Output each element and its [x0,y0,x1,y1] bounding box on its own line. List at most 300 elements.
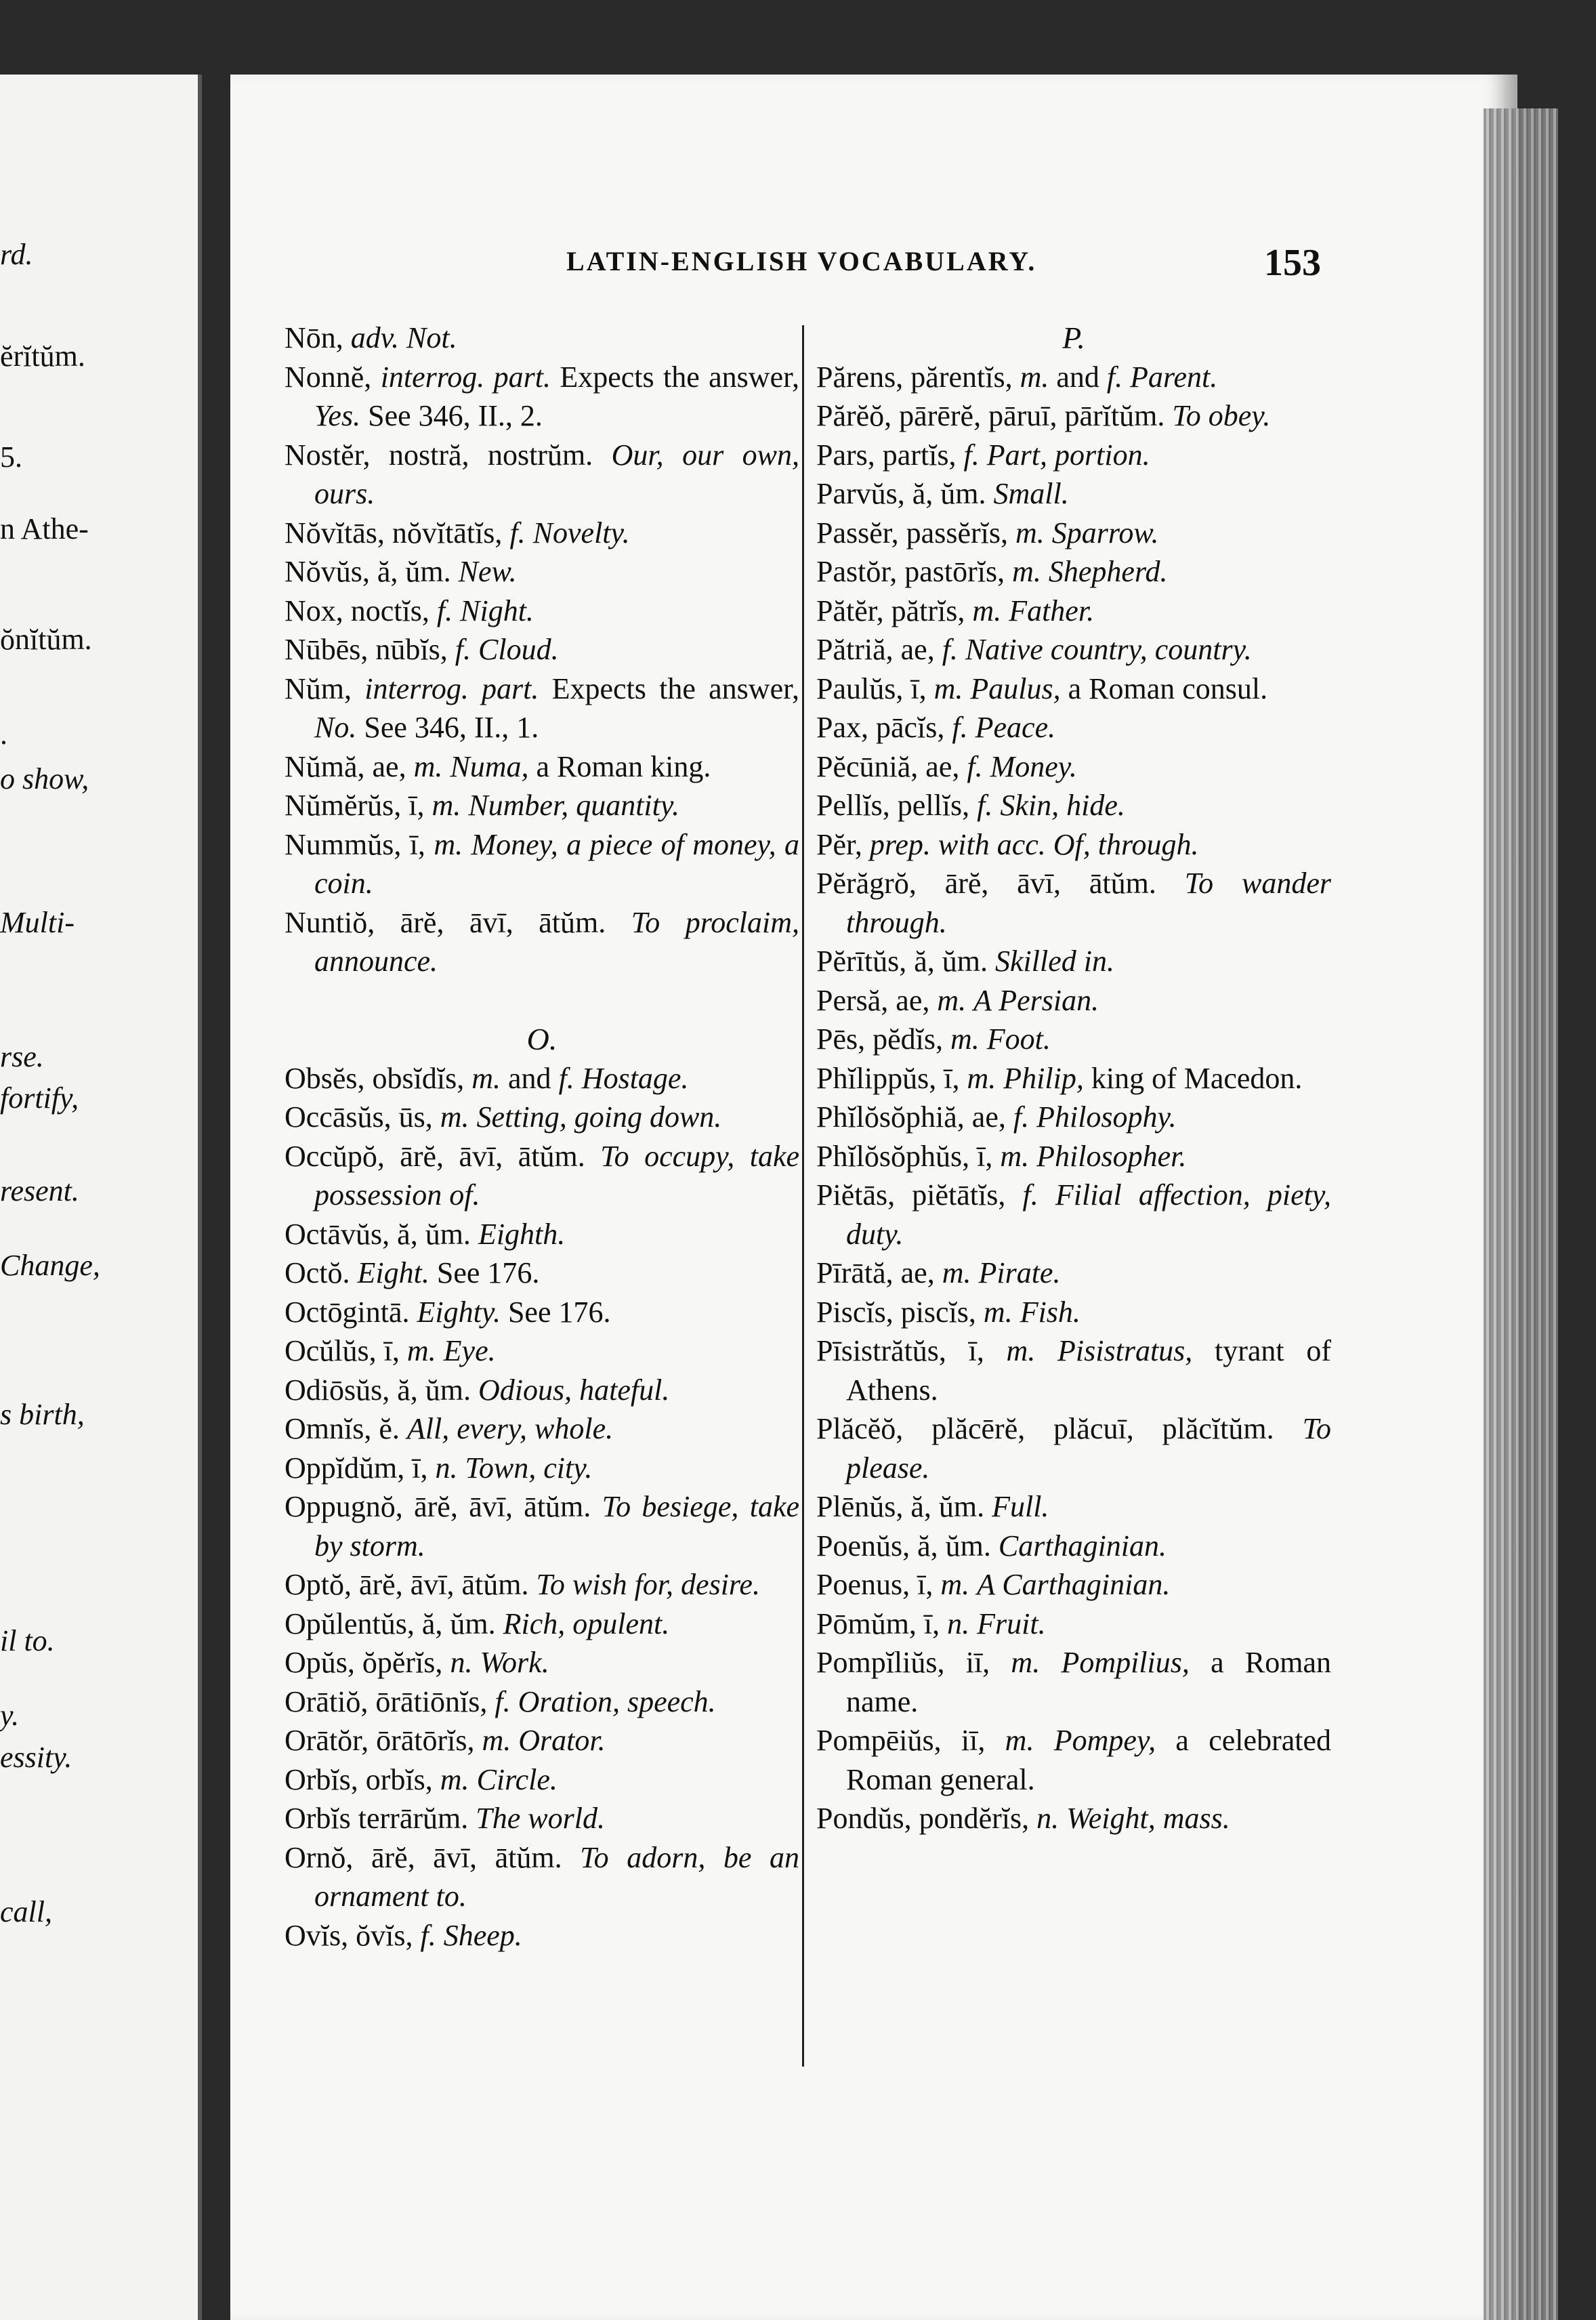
vocabulary-entry [816,1487,1331,1527]
headword: Nūbēs, nūbĭs, [285,633,455,666]
grammar-label: m. [942,1256,971,1289]
grammar-label: m. [406,1334,436,1367]
facing-page-text: Multi- [0,905,75,939]
headword: Parvŭs, ă, ŭm. [816,477,986,510]
grammar-label: m. [972,594,1002,627]
vocabulary-entry [285,1293,799,1332]
vocabulary-entry [285,552,799,592]
headword: Pătĕr, pătrĭs, [816,594,973,627]
grammar-label: f. [455,633,471,666]
separator [399,321,406,354]
separator [468,1802,476,1835]
separator [350,1256,358,1289]
facing-page-text: resent. [0,1174,79,1207]
vocabulary-entry [285,1059,799,1098]
headword: Oppugnŏ, ārĕ, āvī, ātŭm. [285,1490,591,1523]
vocabulary-entry [285,1409,799,1449]
note: a celebrated Roman general. [846,1724,1331,1796]
section-letter: P. [1062,320,1085,355]
separator [1059,1802,1066,1835]
meaning: Our, our own, ours. [314,438,800,510]
grammar-label: m. [471,1061,501,1095]
headword: Phĭlippŭs, ī, [816,1061,967,1095]
headword: Nōn, [285,321,351,354]
separator [496,1607,503,1640]
headword: Pellĭs, pellĭs, [816,789,978,822]
meaning: Foot. [986,1022,1051,1056]
vocabulary-entry [285,1643,799,1682]
headword: Pax, pācĭs, [816,711,952,744]
meaning: Orator. [518,1724,606,1757]
meaning: Philosophy. [1036,1100,1177,1134]
separator [968,711,975,744]
facing-page-fragment [0,75,202,2320]
meaning: To please. [846,1412,1331,1485]
meaning: All, every, whole. [406,1412,614,1445]
meaning: No. [314,711,357,744]
vocabulary-entry [285,630,799,669]
meaning: Rich, opulent. [503,1607,670,1640]
separator: and [501,1061,559,1095]
headword: Nostĕr, nostră, nostrŭm. [285,438,593,472]
separator [400,1412,407,1445]
meaning: A Carthaginian. [977,1568,1171,1601]
separator [986,477,994,510]
separator [463,828,471,861]
separator [980,1022,987,1056]
separator [1041,555,1049,588]
headword: Persă, ae, [816,983,938,1017]
meaning: Philip, [1003,1061,1084,1095]
vocabulary-entry [285,1838,799,1916]
separator [551,360,560,394]
grammar-label: f. [1022,1178,1038,1211]
grammar-label: m. [950,1022,980,1056]
separator [1001,594,1009,627]
headword: Orātiŏ, ōrātiōnĭs, [285,1684,495,1718]
grammar-label: f. [942,633,958,666]
headword: Obsĕs, obsĭdĭs, [285,1061,472,1095]
headword: Odiōsŭs, ă, ŭm. [285,1373,471,1407]
separator [991,1529,999,1562]
vocabulary-entry [285,1331,799,1371]
headword: Părĕŏ, pārērĕ, pāruī, pārĭtŭm. [816,399,1165,432]
headword: Nŏvŭs, ă, ŭm. [285,555,451,588]
note: a Roman consul. [1060,671,1268,705]
vocabulary-entry [816,1059,1331,1098]
grammar-label: m. [1000,1139,1030,1173]
vocabulary-entry [816,1527,1331,1566]
meaning: To occupy, take possession of. [314,1139,800,1211]
note: a Roman name. [846,1646,1331,1718]
headword: Nuntiŏ, ārĕ, āvī, ātŭm. [285,905,606,939]
vocabulary-entry [285,1098,799,1137]
grammar-label: m. [1006,1334,1036,1367]
headword: Nonnĕ, [285,360,381,394]
vocabulary-entry [285,318,799,358]
headword: Orbĭs terrārŭm. [285,1802,469,1835]
grammar-label: n. [435,1451,458,1485]
grammar-label: f. [977,789,993,822]
separator [471,1373,478,1407]
headword: Paulŭs, ī, [816,671,934,705]
separator [1045,516,1052,550]
headword: Pompĭliŭs, iī, [816,1646,1011,1679]
grammar-label: m. [1011,1646,1041,1679]
facing-page-text: rd. [0,238,33,271]
facing-page-text: o show, [0,762,89,796]
vocabulary-entry [816,1331,1331,1409]
vocabulary-entry [816,1409,1331,1487]
meaning: Shepherd. [1048,555,1168,588]
meaning: Sparrow. [1051,516,1159,550]
note: Expects the answer, [560,360,799,394]
vocabulary-column-right [816,318,1331,1838]
facing-page-text: rse. [0,1039,44,1073]
headword: Plēnŭs, ă, ŭm. [816,1490,985,1523]
separator [436,1919,444,1952]
vocabulary-entry [816,786,1331,825]
vocabulary-entry [285,825,799,903]
grammar-label: f. [558,1061,574,1095]
separator [1029,1140,1036,1173]
headword: Pătriă, ae, [816,633,942,666]
grammar-label: f. [952,711,968,744]
vocabulary-entry [816,1254,1331,1293]
meaning: Numa, [450,749,529,783]
vocabulary-entry [285,1760,799,1800]
headword: Pĕrītŭs, ă, ŭm. [816,945,988,978]
headword: Pĕr, [816,827,870,861]
vocabulary-entry [816,981,1331,1020]
separator [983,750,990,783]
meaning: Circle. [476,1762,558,1796]
grammar-label: prep. with acc. [869,827,1046,861]
separator [1013,1296,1020,1329]
vocabulary-entry [285,1371,799,1410]
headword: Nŏvĭtās, nŏvĭtātĭs, [285,516,510,550]
grammar-label: f. [967,749,983,783]
meaning: Novelty. [532,516,630,550]
meaning: Eighty. [417,1295,501,1329]
separator [996,1062,1003,1095]
headword: Nummŭs, ī, [285,827,434,861]
meaning: Paulus, [970,671,1061,705]
grammar-label: m. [440,1762,469,1796]
meaning: Eight. [357,1256,429,1289]
headword: Opŭlentŭs, ă, ŭm. [285,1607,496,1640]
separator [442,750,450,783]
vocabulary-entry [285,1604,799,1644]
vocabulary-entry [816,825,1331,865]
separator [562,1841,581,1874]
meaning: A Persian. [973,983,1099,1017]
vocabulary-entry [816,630,1331,669]
separator [471,1218,478,1251]
vocabulary-entry [816,1604,1331,1644]
separator [469,1100,477,1134]
vocabulary-entry [816,942,1331,981]
vocabulary-entry [816,1293,1331,1332]
meaning: Money. [990,749,1077,783]
vocabulary-entry [816,747,1331,787]
separator [1040,1646,1061,1679]
meaning: Small. [993,477,1069,510]
separator [980,438,987,472]
facing-page-text: . [0,718,7,751]
separator [457,1451,465,1485]
grammar-label: m. [937,983,967,1017]
facing-page-text: n Athe- [0,512,89,545]
grammar-label: n. [450,1646,473,1679]
vocabulary-entry [816,1643,1331,1721]
vocabulary-entry [285,1449,799,1488]
grammar-label: m. [440,1100,469,1134]
facing-page-text: call, [0,1895,52,1929]
page-number: 153 [1264,242,1321,284]
note: See 346, II., 1. [356,711,539,744]
headword: Pars, partĭs, [816,438,964,472]
meaning: Eye. [443,1334,496,1367]
headword: Optŏ, ārĕ, āvī, ātŭm. [285,1568,529,1601]
page-edge [1484,108,1558,2320]
headword: Octōgintā. [285,1295,410,1329]
facing-page-text: essity. [0,1740,72,1774]
headword: Nŭmă, ae, [285,749,414,783]
grammar-label: f. [1013,1100,1030,1134]
meaning: Not. [406,321,457,354]
vocabulary-entry [816,1020,1331,1059]
grammar-label: m. [1015,516,1045,550]
note: tyrant of Athens. [846,1334,1331,1407]
separator [511,1724,518,1757]
vocabulary-entry [816,1176,1331,1254]
grammar-label: n. [947,1607,970,1640]
separator [969,1607,977,1640]
meaning: New. [458,555,517,588]
facing-page-text: fortify, [0,1081,79,1115]
separator [1029,1100,1036,1134]
facing-page-text: il to. [0,1624,55,1657]
note: See 346, II., 2. [360,399,543,432]
meaning: Work. [480,1646,549,1679]
facing-page-text: ĕrĭtŭm. [0,339,85,373]
grammar-label: m. [434,827,463,861]
grammar-label: m. [933,671,963,705]
meaning: Setting, going down. [476,1100,722,1134]
headword: Orbĭs, orbĭs, [285,1762,440,1796]
meaning: Town, city. [465,1451,593,1485]
meaning: Cloud. [478,633,559,666]
grammar-label: f. [436,594,453,627]
headword: Părens, părentĭs, [816,360,1020,394]
vocabulary-entry [816,669,1331,709]
meaning: Hostage. [574,1061,689,1095]
meaning: Pompey, [1053,1724,1156,1757]
headword: Phĭlŏsŏphiă, ae, [816,1100,1013,1134]
grammar-label: f. [1106,360,1123,394]
meaning: Eighth. [478,1217,566,1251]
headword: Ornŏ, ārĕ, āvī, ātŭm. [285,1840,562,1874]
meaning: To wander through. [846,867,1332,939]
meaning: Full. [992,1490,1049,1523]
headword: Passĕr, passĕrĭs, [816,516,1015,550]
grammar-label: adv. [350,321,400,354]
meaning: Part, portion. [986,438,1150,472]
headword: Opŭs, ŏpĕrĭs, [285,1646,450,1679]
vocabulary-entry [816,1098,1331,1137]
separator [469,1763,477,1796]
meaning: Of, through. [1053,827,1199,861]
meaning: Skin, hide. [1000,789,1125,822]
vocabulary-entry [285,1137,799,1215]
headword: Occŭpŏ, ārĕ, āvī, ātŭm. [285,1139,585,1173]
grammar-label: m. [983,1295,1013,1329]
separator [539,672,551,705]
vocabulary-entry [285,1916,799,1955]
separator [591,1490,602,1523]
vocabulary-entry [285,1799,799,1838]
meaning: To besiege, take by storm. [314,1490,799,1562]
grammar-label: f. [495,1684,511,1718]
separator [1038,1178,1055,1211]
separator [606,906,631,939]
meaning: The world. [476,1802,605,1835]
facing-page-text: Change, [0,1248,100,1282]
vocabulary-entry [285,669,799,747]
meaning: Number, quantity. [468,789,679,822]
meaning: Night. [460,594,534,627]
meaning: Weight, mass. [1066,1802,1230,1835]
vocabulary-entry [285,1565,799,1604]
meaning: Odious, hateful. [478,1373,670,1407]
meaning: To wish for, desire. [536,1568,760,1601]
grammar-label: n. [1036,1802,1059,1835]
grammar-label: m. [940,1568,970,1601]
vocabulary-entry [285,747,799,787]
facing-page-text: s birth, [0,1397,85,1431]
separator [472,1646,480,1679]
headword: Piĕtās, piĕtātĭs, [816,1178,1023,1211]
headword: Pĕcūniă, ae, [816,749,967,783]
grammar-label: f. [963,438,980,472]
meaning: Filial affection, piety, duty. [846,1178,1332,1251]
vocabulary-entry [816,358,1331,397]
meaning: Pisistratus, [1057,1334,1193,1367]
headword: Omnĭs, ĕ. [285,1412,400,1445]
note: See 176. [500,1295,611,1329]
separator [526,516,533,550]
separator [1164,399,1172,432]
vocabulary-entry [285,786,799,825]
grammar-label: m. [1020,360,1049,394]
separator [453,594,460,627]
grammar-label: m. [432,789,461,822]
separator [988,945,995,978]
vocabulary-entry [285,1254,799,1293]
note: a Roman king. [528,749,711,783]
meaning: Parent. [1122,360,1218,394]
headword: Nŭm, [285,671,365,705]
headword: Ovĭs, ŏvĭs, [285,1918,421,1952]
grammar-label: interrog. part. [380,360,551,394]
section-letter: O. [526,1022,558,1056]
grammar-label: m. [482,1724,511,1757]
separator [528,1568,536,1601]
headword: Oppĭdŭm, ī, [285,1451,436,1485]
vocabulary-entry [285,1487,799,1565]
meaning: Father. [1009,594,1095,627]
running-title: LATIN-ENGLISH VOCABULARY. [566,246,1037,276]
separator [436,1334,444,1367]
headword: Piscĭs, piscĭs, [816,1295,984,1329]
separator [969,1568,977,1601]
grammar-label: interrog. part. [364,671,539,705]
separator [992,789,1000,822]
separator [958,633,965,666]
spacer [285,981,799,1020]
vocabulary-entry [816,552,1331,592]
separator: and [1049,360,1107,394]
grammar-label: m. [1012,555,1041,588]
separator [410,1296,417,1329]
meaning: Oration, speech. [518,1684,716,1718]
headword: Poenus, ī, [816,1568,941,1601]
headword: Pompēiŭs, iī, [816,1724,1005,1757]
grammar-label: m. [967,1061,996,1095]
vocabulary-entry [285,514,799,553]
vocabulary-entry [285,1682,799,1722]
meaning: Peace. [975,711,1056,744]
headword: Pīrātă, ae, [816,1256,942,1289]
separator [984,1490,992,1523]
vocabulary-entry [816,1565,1331,1604]
separator [966,984,973,1017]
headword: Occāsŭs, ūs, [285,1100,440,1134]
grammar-label: f. [420,1918,436,1952]
vocabulary-entry [816,474,1331,514]
grammar-label: f. [509,516,526,550]
headword: Octŏ. [285,1256,350,1289]
meaning: Skilled in. [994,945,1114,978]
meaning: Philosopher. [1036,1139,1187,1173]
headword: Ocŭlŭs, ī, [285,1334,407,1367]
facing-page-text: y. [0,1699,20,1732]
meaning: Carthaginian. [998,1529,1167,1562]
vocabulary-entry [285,436,799,514]
separator [471,633,478,666]
headword: Pondŭs, pondĕrĭs, [816,1802,1037,1835]
meaning: Sheep. [443,1918,522,1952]
separator [511,1685,518,1718]
separator [593,438,611,472]
note: See 176. [429,1256,540,1289]
grammar-label: m. [1005,1724,1034,1757]
vocabulary-entry [816,1137,1331,1176]
vocabulary-entry [285,592,799,631]
separator [1274,1412,1303,1445]
vocabulary-entry [816,436,1331,475]
separator [461,789,468,822]
meaning: Pompilius, [1061,1646,1190,1679]
headword: Phĭlŏsŏphŭs, ī, [816,1139,1001,1173]
meaning: Yes. [314,399,361,432]
separator [451,555,459,588]
headword: Pastŏr, pastōrĭs, [816,555,1013,588]
headword: Octāvŭs, ă, ŭm. [285,1217,471,1251]
separator [971,1256,978,1289]
meaning: Pirate. [978,1256,1061,1289]
